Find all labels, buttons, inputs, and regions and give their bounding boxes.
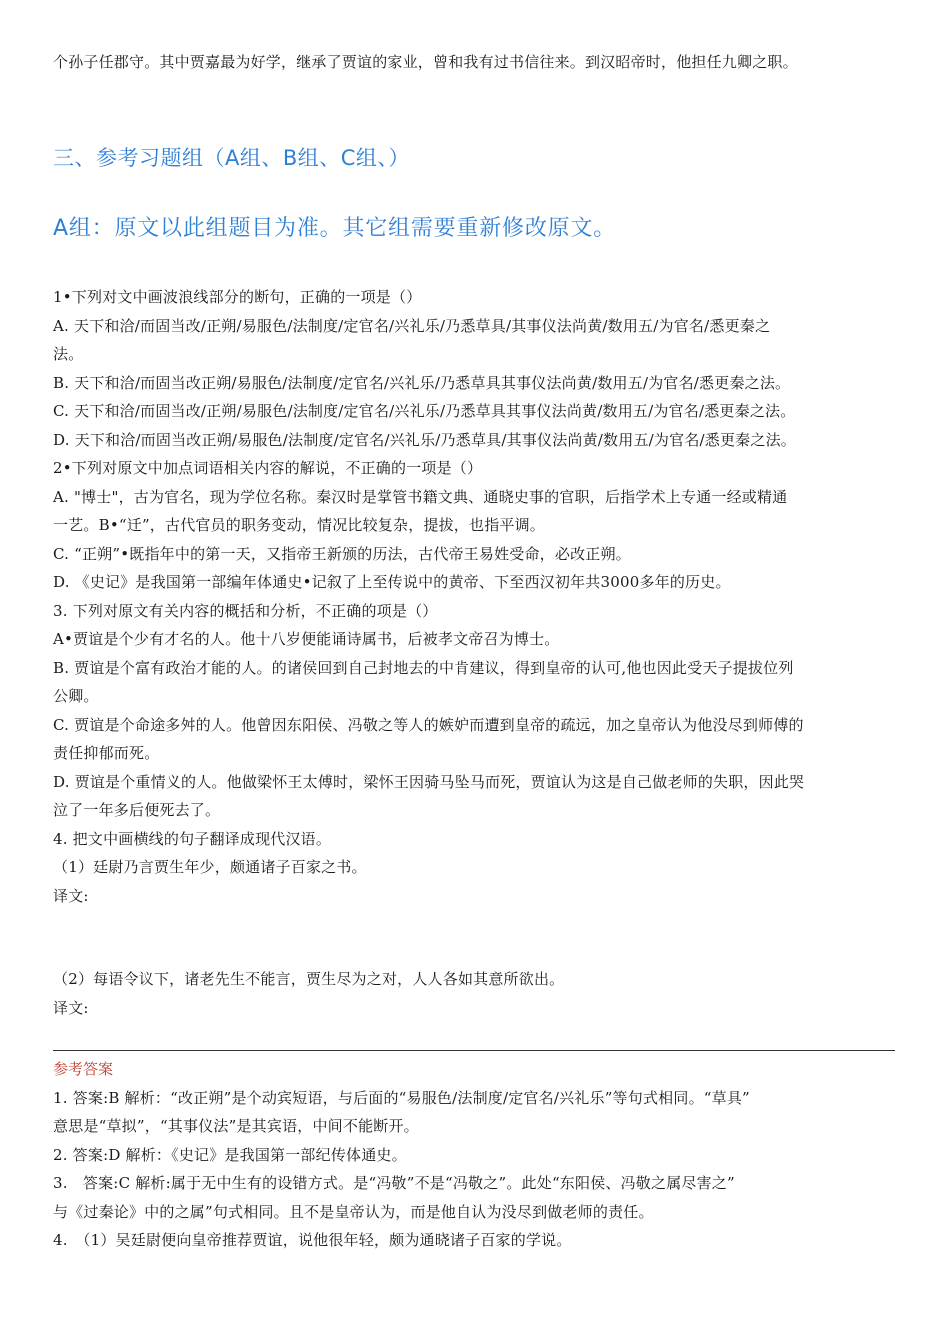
question-3-option-d-cont: 泣了一年多后便死去了。: [53, 801, 221, 819]
intro-translation-line: 个孙子任郡守。其中贾嘉最为好学，继承了贾谊的家业，曾和我有过书信往来。到汉昭帝时，他担任九卿之职。: [53, 53, 798, 71]
question-2-option-a: A. "博士"，古为官名，现为学位名称。秦汉时是掌管书籍文典、通晓史事的官职，后指学术上专通一经或精通: [53, 487, 788, 506]
answer-space: [53, 910, 898, 965]
question-2-option-a-cont: 一艺。B•“迁”，古代官员的职务变动，情况比较复杂，提拔，也指平调。: [53, 516, 546, 534]
group-a-heading: A组：原文以此组题目为准。其它组需要重新修改原文。: [53, 216, 617, 241]
question-2-stem: 2•下列对原文中加点词语相关内容的解说，不正确的一项是（）: [53, 459, 483, 477]
question-1-option-c: C. 天下和洽/而固当改/正朔/易服色/法制度/定官名/兴礼乐/乃悉草具其事仪法尚黄/数用五/为官名/悉更秦之法。: [53, 402, 796, 420]
question-4-sentence-1: （1）廷尉乃言贾生年少，颇通诸子百家之书。: [53, 858, 367, 876]
divider-line: [53, 1050, 895, 1051]
question-2-option-c: C. “正朔”•既指年中的第一天，又指帝王新颁的历法，古代帝王易姓受命，必改正朔。: [53, 544, 631, 563]
questions-block: [53, 283, 898, 1022]
question-3-option-b: B. 贾谊是个富有政治才能的人。的诸侯回到自己封地去的中肯建议，得到皇帝的认可,他也因此受天子提拔位列: [53, 658, 794, 677]
question-3-option-d: D. 贾谊是个重情义的人。他做梁怀王太傅时，梁怀王因骑马坠马而死，贾谊认为这是自己做老师的失职，因此哭: [53, 772, 805, 791]
question-4-translation-label-2: 译文:: [53, 998, 89, 1017]
question-1-option-b: B. 天下和洽/而固当改正朔/易服色/法制度/定官名/兴礼乐/乃悉草具其事仪法尚黄/数用五/为官名/悉更秦之法。: [53, 373, 791, 392]
answer-2: 2. 答案:D 解析：《史记》是我国第一部纪传体通史。: [53, 1145, 407, 1164]
question-1-option-a: A. 天下和洽/而固当改/正朔/易服色/法制度/定官名/兴礼乐/乃悉草具/其事仪法尚黄/数用五/为官名/悉更秦之: [53, 316, 771, 335]
question-3-stem: 3. 下列对原文有关内容的概括和分析，不正确的项是（）: [53, 601, 438, 620]
answers-title: 参考答案: [53, 1060, 114, 1078]
question-1-option-d: D. 天下和洽/而固当改正朔/易服色/法制度/定官名/兴礼乐/乃悉草具/其事仪法尚黄/数用五/为官名/悉更秦之法。: [53, 430, 796, 449]
question-1-stem: 1•下列对文中画波浪线部分的断句，正确的一项是（）: [53, 288, 422, 306]
question-4-sentence-2: （2）每语令议下，诸老先生不能言，贾生尽为之对，人人各如其意所欲出。: [53, 970, 565, 988]
answer-1: 1. 答案:B 解析：“改正朔”是个动宾短语，与后面的“易服色/法制度/定官名/兴礼乐”等句式相同。“草具”: [53, 1088, 750, 1107]
section-heading: 三、参考习题组（A组、B组、C组、）: [53, 146, 410, 170]
answer-4: 4. （1）吴廷尉便向皇帝推荐贾谊，说他很年轻，颇为通晓诸子百家的学说。: [53, 1231, 572, 1249]
question-3-option-c-cont: 责任抑郁而死。: [53, 744, 160, 762]
answer-1-cont: 意思是“草拟”，“其事仪法”是其宾语，中间不能断开。: [53, 1117, 419, 1135]
question-1-option-a-cont: 法。: [53, 345, 84, 363]
answer-3-cont: 与《过秦论》中的之属”句式相同。且不是皇帝认为，而是他自认为没尽到做老师的责任。: [53, 1202, 654, 1221]
question-3-option-b-cont: 公卿。: [53, 687, 99, 705]
question-4-stem: 4. 把文中画横线的句子翻译成现代汉语。: [53, 829, 332, 848]
question-4-translation-label-1: 译文:: [53, 886, 89, 905]
question-3-option-a: A•贾谊是个少有才名的人。他十八岁便能诵诗属书，后被孝文帝召为博士。: [53, 630, 560, 648]
question-3-option-c: C. 贾谊是个命途多舛的人。他曾因东阳侯、冯敬之等人的嫉妒而遭到皇帝的疏远，加之皇帝认为他没尽到师傅的: [53, 715, 804, 734]
answers-block: [53, 1055, 898, 1255]
question-2-option-d: D. 《史记》是我国第一部编年体通史•记叙了上至传说中的黄帝、下至西汉初年共3000多年的历史。: [53, 573, 731, 591]
answer-3: 3. 答案:C 解析:属于无中生有的设错方式。是“冯敬”不是“冯敬之”。此处“东阳侯、冯敬之属尽害之”: [53, 1174, 735, 1192]
